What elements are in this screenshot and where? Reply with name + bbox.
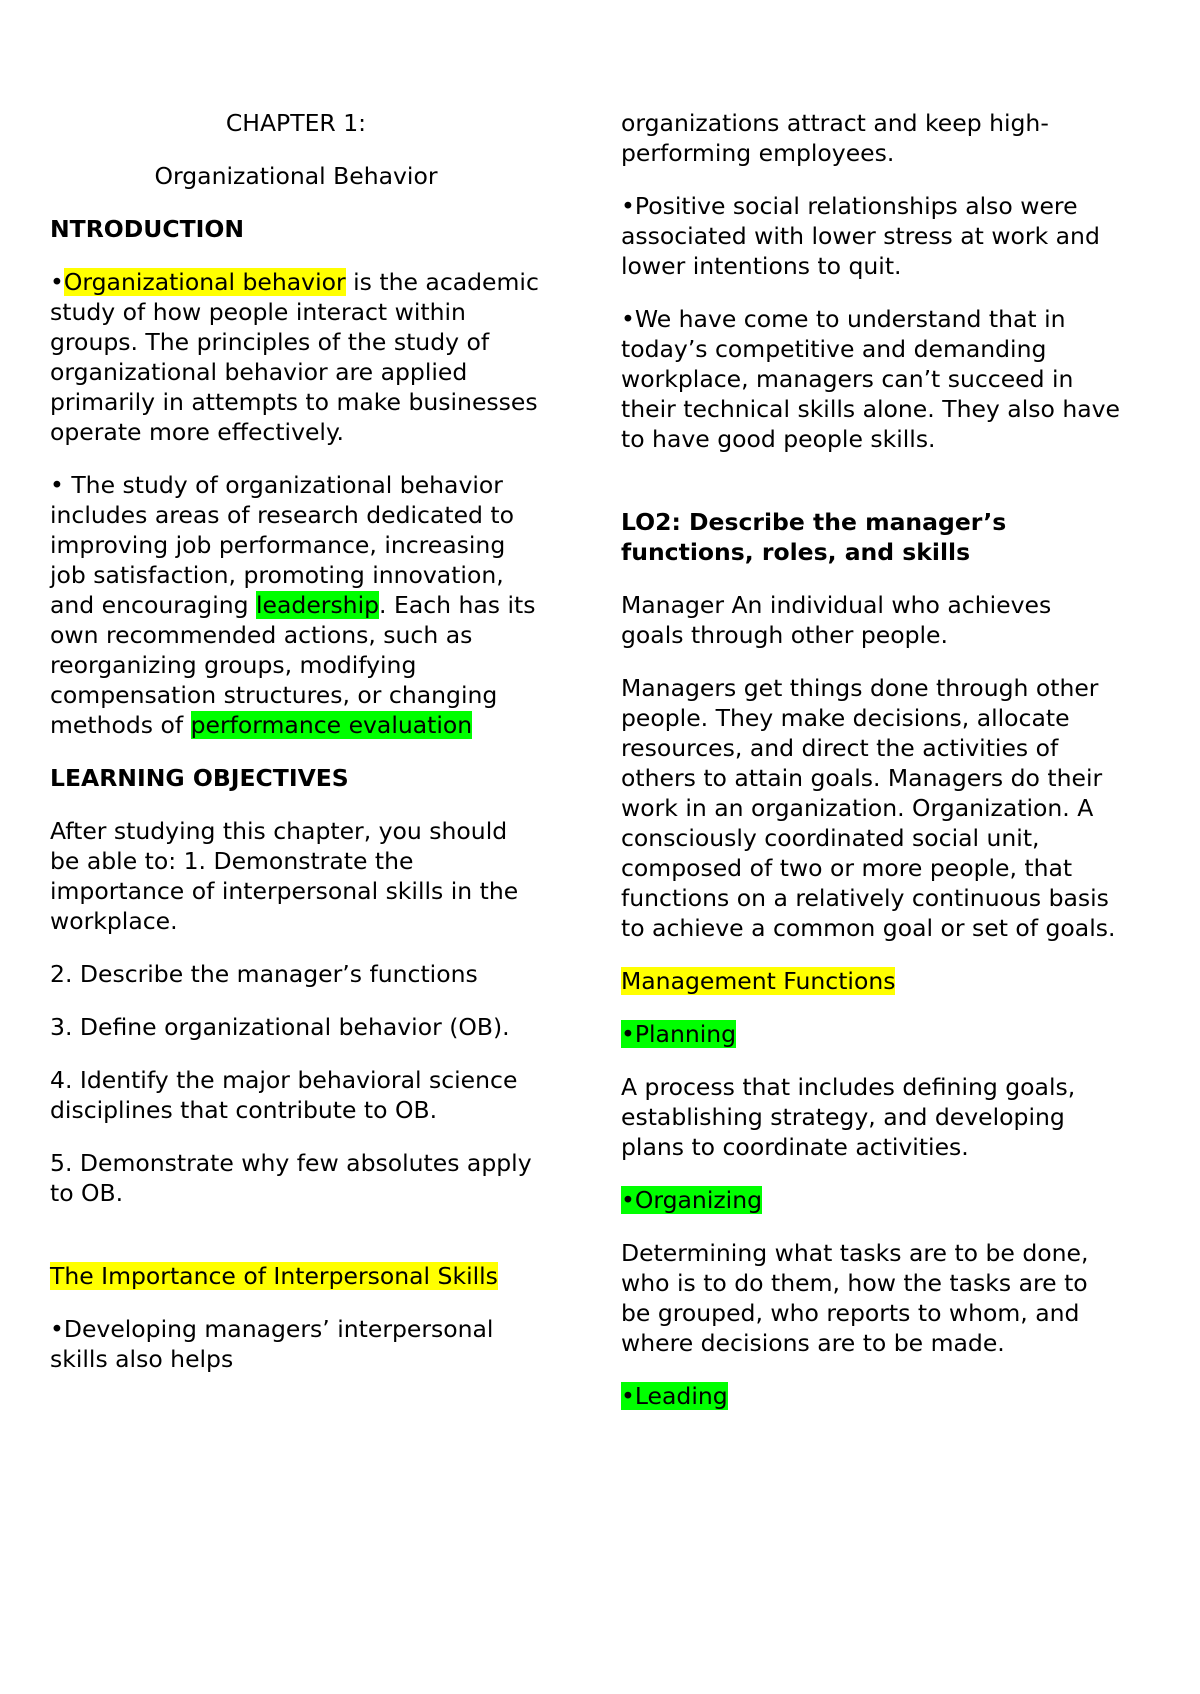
highlight-organizational-behavior: Organizational behavior xyxy=(63,268,346,296)
managers-paragraph: Managers get things done through other people. They make decisions, allocate resources, and direct the activities of others to attain goals. Managers do their work in an organization. Organization. A consciously coordinated social unit, composed of two or more people, that functions on a relatively continuous basis to achieve a common goal or set of goals. xyxy=(621,674,1116,942)
leading-label: •Leading xyxy=(621,1382,728,1410)
intro-paragraph-2: • The study of organizational behavior includes areas of research dedicated to improving job performance, increasing job satisfaction, promoting innovation, and encouraging leadership. Each has its own recommended actions, such as reorganizing groups, modifying compensation structures, or changing methods of performance evaluation xyxy=(50,471,536,739)
planning-label: •Planning xyxy=(621,1020,737,1048)
chapter-title: CHAPTER 1: xyxy=(225,109,367,137)
right-column xyxy=(621,108,1121,1434)
learning-objective-item: 3. Define organizational behavior (OB). xyxy=(50,1013,510,1041)
spacer xyxy=(50,1231,542,1261)
learning-objective-item: 4. Identify the major behavioral science disciplines that contribute to OB. xyxy=(50,1066,518,1124)
management-functions-heading: Management Functions xyxy=(621,967,896,995)
learning-objectives-heading: LEARNING OBJECTIVES xyxy=(50,764,349,792)
bullet-people-skills: •We have come to understand that in today’s competitive and demanding workplace, managers can’t succeed in their technical skills alone. They also have to have good people skills. xyxy=(621,305,1120,453)
intro-paragraph-1: •Organizational behavior is the academic study of how people interact within groups. The principles of the study of organizational behavior are applied primarily in attempts to make businesses operate more effectively. xyxy=(50,268,539,446)
highlight-leadership: leadership xyxy=(256,591,380,619)
continued-paragraph: organizations attract and keep high-performing employees. xyxy=(621,109,1049,167)
importance-paragraph: •Developing managers’ interpersonal skills also helps xyxy=(50,1315,494,1373)
organizing-text: Determining what tasks are to be done, who is to do them, how the tasks are to be grouped, who reports to whom, and where decisions are to be made. xyxy=(621,1239,1089,1357)
left-column xyxy=(50,108,542,1397)
organizing-label: •Organizing xyxy=(621,1186,763,1214)
learning-objective-item: 2. Describe the manager’s functions xyxy=(50,960,478,988)
introduction-heading: NTRODUCTION xyxy=(50,215,245,243)
manager-definition: Manager An individual who achieves goals through other people. xyxy=(621,591,1052,649)
importance-heading: The Importance of Interpersonal Skills xyxy=(50,1262,498,1290)
chapter-subtitle: Organizational Behavior xyxy=(154,162,438,190)
bullet-social-relationships: •Positive social relationships also were associated with lower stress at work and lower intentions to quit. xyxy=(621,192,1100,280)
planning-text: A process that includes defining goals, establishing strategy, and developing plans to coordinate activities. xyxy=(621,1073,1076,1161)
lo2-heading: LO2: Describe the manager’s functions, roles, and skills xyxy=(621,508,1007,566)
spacer xyxy=(621,477,1121,507)
learning-objective-item: 5. Demonstrate why few absolutes apply to OB. xyxy=(50,1149,532,1207)
highlight-performance-evaluation: performance evaluation xyxy=(190,711,473,739)
learning-objectives-intro: After studying this chapter, you should be able to: 1. Demonstrate the importance of interpersonal skills in the workplace. xyxy=(50,817,519,935)
